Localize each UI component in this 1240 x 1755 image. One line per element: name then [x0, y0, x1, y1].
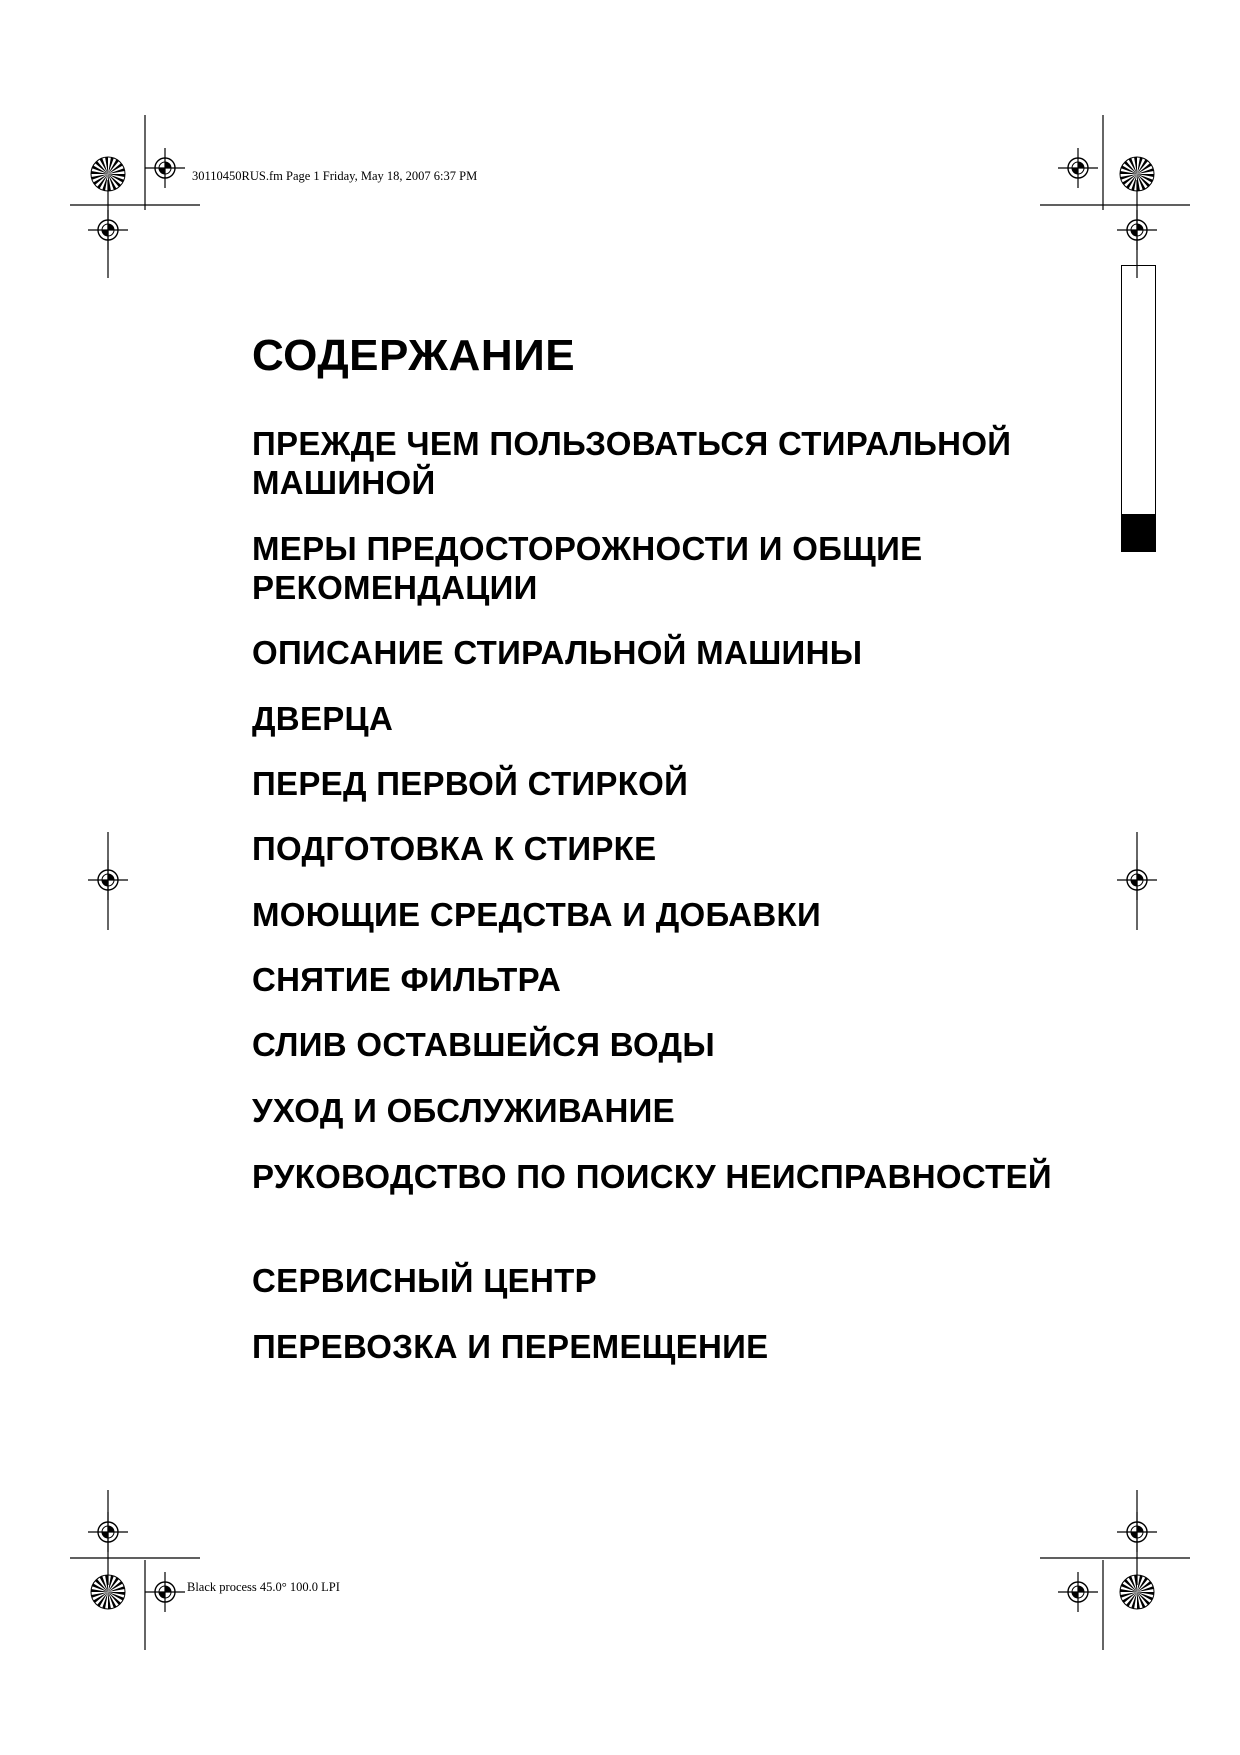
registration-mark-icon: [88, 210, 128, 250]
registration-mark-icon: [145, 1572, 185, 1612]
registration-mark-icon: [145, 148, 185, 188]
toc-item: ПРЕЖДЕ ЧЕМ ПОЛЬЗОВАТЬСЯ СТИРАЛЬНОЙ МАШИНОЙ: [252, 425, 1012, 501]
toc-item: РУКОВОДСТВО ПО ПОИСКУ НЕИСПРАВНОСТЕЙ: [252, 1158, 1052, 1195]
toc-item: ОПИСАНИЕ СТИРАЛЬНОЙ МАШИНЫ: [252, 634, 863, 671]
registration-mark-icon: [1117, 210, 1157, 250]
starburst-icon: [91, 1575, 125, 1609]
registration-mark-icon: [88, 860, 128, 900]
toc-item: МЕРЫ ПРЕДОСТОРОЖНОСТИ И ОБЩИЕ РЕКОМЕНДАЦИИ: [252, 530, 923, 606]
page-title: СОДЕРЖАНИЕ: [252, 331, 576, 380]
toc-item: СНЯТИЕ ФИЛЬТРА: [252, 961, 562, 998]
starburst-icons: [91, 157, 1154, 1609]
toc-item: ПЕРЕВОЗКА И ПЕРЕМЕЩЕНИЕ: [252, 1328, 769, 1365]
registration-mark-icon: [1058, 148, 1098, 188]
starburst-icon: [1120, 157, 1154, 191]
starburst-icon: [91, 157, 125, 191]
registration-mark-icon: [1117, 860, 1157, 900]
toc-item: СЛИВ ОСТАВШЕЙСЯ ВОДЫ: [252, 1026, 715, 1063]
bleed-tab-marker: [1121, 514, 1156, 552]
toc-item: МОЮЩИЕ СРЕДСТВА И ДОБАВКИ: [252, 896, 821, 933]
bleed-tab-frame: [1121, 265, 1156, 552]
toc-item: ДВЕРЦА: [252, 700, 394, 737]
registration-mark-icon: [1058, 1572, 1098, 1612]
toc-item: СЕРВИСНЫЙ ЦЕНТР: [252, 1262, 597, 1299]
slug-top: 30110450RUS.fm Page 1 Friday, May 18, 2007 6:37 PM: [192, 169, 478, 183]
crop-lines: [70, 115, 1190, 1650]
toc-item: УХОД И ОБСЛУЖИВАНИЕ: [252, 1092, 675, 1129]
slug-bottom: Black process 45.0° 100.0 LPI: [187, 1580, 340, 1594]
registration-mark-icon: [1117, 1512, 1157, 1552]
starburst-icon: [1120, 1575, 1154, 1609]
registration-mark-icon: [88, 1512, 128, 1552]
toc-item: ПЕРЕД ПЕРВОЙ СТИРКОЙ: [252, 765, 689, 802]
toc-item: ПОДГОТОВКА К СТИРКЕ: [252, 830, 657, 867]
registration-mark-icons: [88, 148, 1157, 1612]
